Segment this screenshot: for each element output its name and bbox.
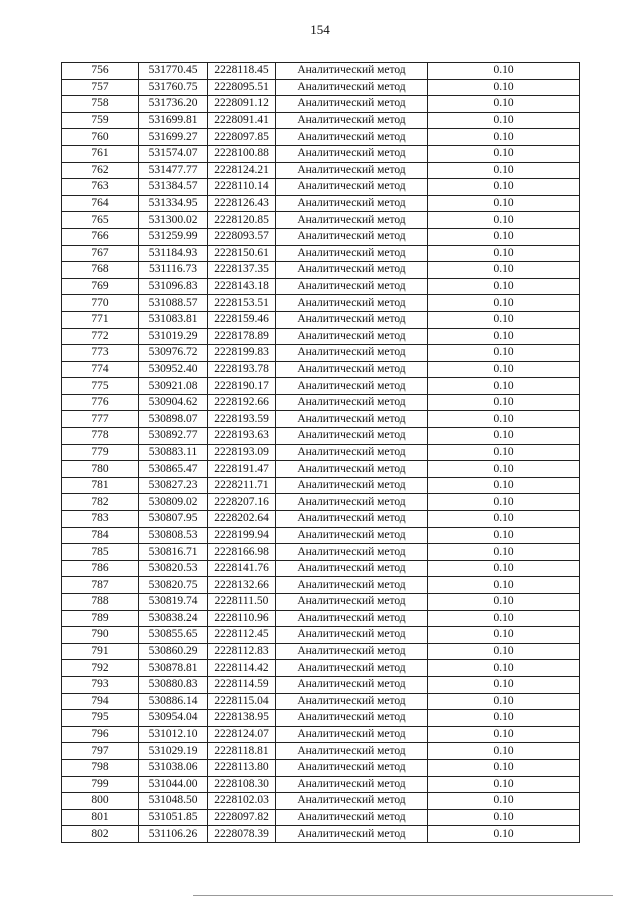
table-row	[62, 776, 580, 793]
method-cell: Аналитический метод	[276, 477, 428, 494]
x-coordinate-cell: 531184.93	[139, 245, 208, 262]
point-number-cell: 798	[62, 759, 139, 776]
x-coordinate-cell: 530954.04	[139, 710, 208, 727]
accuracy-cell: 0.10	[428, 411, 580, 428]
x-coordinate-cell: 530860.29	[139, 643, 208, 660]
accuracy-cell: 0.10	[428, 577, 580, 594]
point-number-cell: 771	[62, 311, 139, 328]
x-coordinate-cell: 531300.02	[139, 212, 208, 229]
x-coordinate-cell: 531760.75	[139, 79, 208, 96]
accuracy-cell: 0.10	[428, 660, 580, 677]
x-coordinate-cell: 531038.06	[139, 759, 208, 776]
accuracy-cell: 0.10	[428, 610, 580, 627]
table-row	[62, 112, 580, 129]
x-coordinate-cell: 530865.47	[139, 461, 208, 478]
y-coordinate-cell: 2228118.81	[208, 743, 276, 760]
x-coordinate-cell: 531088.57	[139, 295, 208, 312]
table-row	[62, 79, 580, 96]
table-row	[62, 411, 580, 428]
point-number-cell: 793	[62, 676, 139, 693]
point-number-cell: 777	[62, 411, 139, 428]
accuracy-cell: 0.10	[428, 676, 580, 693]
table-row	[62, 726, 580, 743]
x-coordinate-cell: 531029.19	[139, 743, 208, 760]
y-coordinate-cell: 2228095.51	[208, 79, 276, 96]
table-row	[62, 676, 580, 693]
point-number-cell: 782	[62, 494, 139, 511]
accuracy-cell: 0.10	[428, 809, 580, 826]
table-row	[62, 494, 580, 511]
y-coordinate-cell: 2228193.63	[208, 428, 276, 445]
table-row	[62, 444, 580, 461]
x-coordinate-cell: 531096.83	[139, 278, 208, 295]
method-cell: Аналитический метод	[276, 809, 428, 826]
table-row	[62, 461, 580, 478]
x-coordinate-cell: 531574.07	[139, 145, 208, 162]
x-coordinate-cell: 530904.62	[139, 394, 208, 411]
point-number-cell: 769	[62, 278, 139, 295]
x-coordinate-cell: 530898.07	[139, 411, 208, 428]
y-coordinate-cell: 2228202.64	[208, 511, 276, 528]
method-cell: Аналитический метод	[276, 212, 428, 229]
point-number-cell: 779	[62, 444, 139, 461]
table-row	[62, 228, 580, 245]
method-cell: Аналитический метод	[276, 361, 428, 378]
method-cell: Аналитический метод	[276, 428, 428, 445]
point-number-cell: 791	[62, 643, 139, 660]
y-coordinate-cell: 2228137.35	[208, 262, 276, 279]
x-coordinate-cell: 530820.75	[139, 577, 208, 594]
method-cell: Аналитический метод	[276, 527, 428, 544]
point-number-cell: 761	[62, 145, 139, 162]
table-row	[62, 212, 580, 229]
accuracy-cell: 0.10	[428, 129, 580, 146]
method-cell: Аналитический метод	[276, 660, 428, 677]
accuracy-cell: 0.10	[428, 278, 580, 295]
method-cell: Аналитический метод	[276, 610, 428, 627]
method-cell: Аналитический метод	[276, 228, 428, 245]
method-cell: Аналитический метод	[276, 560, 428, 577]
method-cell: Аналитический метод	[276, 776, 428, 793]
accuracy-cell: 0.10	[428, 627, 580, 644]
y-coordinate-cell: 2228132.66	[208, 577, 276, 594]
accuracy-cell: 0.10	[428, 228, 580, 245]
y-coordinate-cell: 2228199.83	[208, 345, 276, 362]
y-coordinate-cell: 2228113.80	[208, 759, 276, 776]
x-coordinate-cell: 531012.10	[139, 726, 208, 743]
accuracy-cell: 0.10	[428, 394, 580, 411]
table-row	[62, 378, 580, 395]
y-coordinate-cell: 2228141.76	[208, 560, 276, 577]
x-coordinate-cell: 530880.83	[139, 676, 208, 693]
point-number-cell: 756	[62, 63, 139, 80]
table-row	[62, 179, 580, 196]
y-coordinate-cell: 2228159.46	[208, 311, 276, 328]
x-coordinate-cell: 531051.85	[139, 809, 208, 826]
y-coordinate-cell: 2228190.17	[208, 378, 276, 395]
table-row	[62, 245, 580, 262]
x-coordinate-cell: 530808.53	[139, 527, 208, 544]
method-cell: Аналитический метод	[276, 262, 428, 279]
method-cell: Аналитический метод	[276, 793, 428, 810]
method-cell: Аналитический метод	[276, 444, 428, 461]
y-coordinate-cell: 2228178.89	[208, 328, 276, 345]
x-coordinate-cell: 531083.81	[139, 311, 208, 328]
accuracy-cell: 0.10	[428, 743, 580, 760]
accuracy-cell: 0.10	[428, 162, 580, 179]
x-coordinate-cell: 531736.20	[139, 96, 208, 113]
point-number-cell: 773	[62, 345, 139, 362]
table-row	[62, 428, 580, 445]
point-number-cell: 774	[62, 361, 139, 378]
accuracy-cell: 0.10	[428, 560, 580, 577]
x-coordinate-cell: 530820.53	[139, 560, 208, 577]
accuracy-cell: 0.10	[428, 461, 580, 478]
accuracy-cell: 0.10	[428, 793, 580, 810]
point-number-cell: 767	[62, 245, 139, 262]
x-coordinate-cell: 530855.65	[139, 627, 208, 644]
table-row	[62, 643, 580, 660]
y-coordinate-cell: 2228102.03	[208, 793, 276, 810]
table-row	[62, 129, 580, 146]
table-row	[62, 710, 580, 727]
method-cell: Аналитический метод	[276, 544, 428, 561]
point-number-cell: 783	[62, 511, 139, 528]
x-coordinate-cell: 530807.95	[139, 511, 208, 528]
table-row	[62, 627, 580, 644]
method-cell: Аналитический метод	[276, 162, 428, 179]
x-coordinate-cell: 531116.73	[139, 262, 208, 279]
point-number-cell: 757	[62, 79, 139, 96]
point-number-cell: 794	[62, 693, 139, 710]
accuracy-cell: 0.10	[428, 511, 580, 528]
point-number-cell: 762	[62, 162, 139, 179]
table-row	[62, 743, 580, 760]
x-coordinate-cell: 530838.24	[139, 610, 208, 627]
accuracy-cell: 0.10	[428, 179, 580, 196]
accuracy-cell: 0.10	[428, 295, 580, 312]
y-coordinate-cell: 2228115.04	[208, 693, 276, 710]
method-cell: Аналитический метод	[276, 63, 428, 80]
page-bottom-rule	[193, 895, 613, 896]
method-cell: Аналитический метод	[276, 96, 428, 113]
y-coordinate-cell: 2228111.50	[208, 594, 276, 611]
method-cell: Аналитический метод	[276, 743, 428, 760]
method-cell: Аналитический метод	[276, 594, 428, 611]
table-row	[62, 345, 580, 362]
coordinates-table-body	[62, 63, 580, 843]
y-coordinate-cell: 2228124.21	[208, 162, 276, 179]
x-coordinate-cell: 531699.27	[139, 129, 208, 146]
x-coordinate-cell: 531477.77	[139, 162, 208, 179]
method-cell: Аналитический метод	[276, 278, 428, 295]
x-coordinate-cell: 531770.45	[139, 63, 208, 80]
y-coordinate-cell: 2228118.45	[208, 63, 276, 80]
y-coordinate-cell: 2228110.14	[208, 179, 276, 196]
table-row	[62, 96, 580, 113]
x-coordinate-cell: 530892.77	[139, 428, 208, 445]
x-coordinate-cell: 530883.11	[139, 444, 208, 461]
accuracy-cell: 0.10	[428, 527, 580, 544]
point-number-cell: 759	[62, 112, 139, 129]
y-coordinate-cell: 2228078.39	[208, 826, 276, 843]
point-number-cell: 765	[62, 212, 139, 229]
point-number-cell: 784	[62, 527, 139, 544]
y-coordinate-cell: 2228207.16	[208, 494, 276, 511]
accuracy-cell: 0.10	[428, 145, 580, 162]
accuracy-cell: 0.10	[428, 361, 580, 378]
point-number-cell: 778	[62, 428, 139, 445]
point-number-cell: 768	[62, 262, 139, 279]
table-row	[62, 693, 580, 710]
table-row	[62, 477, 580, 494]
method-cell: Аналитический метод	[276, 112, 428, 129]
table-row	[62, 826, 580, 843]
method-cell: Аналитический метод	[276, 826, 428, 843]
point-number-cell: 770	[62, 295, 139, 312]
point-number-cell: 787	[62, 577, 139, 594]
x-coordinate-cell: 530819.74	[139, 594, 208, 611]
point-number-cell: 780	[62, 461, 139, 478]
coordinates-table	[61, 62, 580, 843]
table-row	[62, 262, 580, 279]
table-row	[62, 660, 580, 677]
table-row	[62, 195, 580, 212]
table-row	[62, 145, 580, 162]
accuracy-cell: 0.10	[428, 428, 580, 445]
point-number-cell: 772	[62, 328, 139, 345]
page-number: 154	[310, 22, 330, 37]
method-cell: Аналитический метод	[276, 577, 428, 594]
table-row	[62, 527, 580, 544]
method-cell: Аналитический метод	[276, 394, 428, 411]
y-coordinate-cell: 2228138.95	[208, 710, 276, 727]
accuracy-cell: 0.10	[428, 710, 580, 727]
method-cell: Аналитический метод	[276, 494, 428, 511]
table-row	[62, 162, 580, 179]
accuracy-cell: 0.10	[428, 759, 580, 776]
y-coordinate-cell: 2228124.07	[208, 726, 276, 743]
method-cell: Аналитический метод	[276, 328, 428, 345]
accuracy-cell: 0.10	[428, 494, 580, 511]
x-coordinate-cell: 531044.00	[139, 776, 208, 793]
method-cell: Аналитический метод	[276, 693, 428, 710]
point-number-cell: 795	[62, 710, 139, 727]
point-number-cell: 790	[62, 627, 139, 644]
y-coordinate-cell: 2228108.30	[208, 776, 276, 793]
y-coordinate-cell: 2228112.45	[208, 627, 276, 644]
accuracy-cell: 0.10	[428, 544, 580, 561]
table-row	[62, 311, 580, 328]
y-coordinate-cell: 2228191.47	[208, 461, 276, 478]
method-cell: Аналитический метод	[276, 461, 428, 478]
method-cell: Аналитический метод	[276, 759, 428, 776]
method-cell: Аналитический метод	[276, 411, 428, 428]
table-row	[62, 511, 580, 528]
table-row	[62, 328, 580, 345]
x-coordinate-cell: 531384.57	[139, 179, 208, 196]
x-coordinate-cell: 531106.26	[139, 826, 208, 843]
method-cell: Аналитический метод	[276, 627, 428, 644]
x-coordinate-cell: 531699.81	[139, 112, 208, 129]
table-row	[62, 544, 580, 561]
accuracy-cell: 0.10	[428, 195, 580, 212]
accuracy-cell: 0.10	[428, 345, 580, 362]
x-coordinate-cell: 530886.14	[139, 693, 208, 710]
accuracy-cell: 0.10	[428, 693, 580, 710]
accuracy-cell: 0.10	[428, 79, 580, 96]
method-cell: Аналитический метод	[276, 129, 428, 146]
accuracy-cell: 0.10	[428, 311, 580, 328]
point-number-cell: 763	[62, 179, 139, 196]
method-cell: Аналитический метод	[276, 245, 428, 262]
method-cell: Аналитический метод	[276, 511, 428, 528]
x-coordinate-cell: 530921.08	[139, 378, 208, 395]
point-number-cell: 789	[62, 610, 139, 627]
point-number-cell: 785	[62, 544, 139, 561]
table-row	[62, 577, 580, 594]
accuracy-cell: 0.10	[428, 63, 580, 80]
accuracy-cell: 0.10	[428, 212, 580, 229]
point-number-cell: 781	[62, 477, 139, 494]
x-coordinate-cell: 530976.72	[139, 345, 208, 362]
table-row	[62, 793, 580, 810]
y-coordinate-cell: 2228199.94	[208, 527, 276, 544]
y-coordinate-cell: 2228091.12	[208, 96, 276, 113]
table-row	[62, 63, 580, 80]
accuracy-cell: 0.10	[428, 245, 580, 262]
accuracy-cell: 0.10	[428, 378, 580, 395]
x-coordinate-cell: 531334.95	[139, 195, 208, 212]
accuracy-cell: 0.10	[428, 477, 580, 494]
method-cell: Аналитический метод	[276, 311, 428, 328]
point-number-cell: 766	[62, 228, 139, 245]
table-row	[62, 594, 580, 611]
method-cell: Аналитический метод	[276, 643, 428, 660]
table-row	[62, 610, 580, 627]
accuracy-cell: 0.10	[428, 328, 580, 345]
point-number-cell: 800	[62, 793, 139, 810]
accuracy-cell: 0.10	[428, 643, 580, 660]
table-row	[62, 809, 580, 826]
accuracy-cell: 0.10	[428, 594, 580, 611]
y-coordinate-cell: 2228120.85	[208, 212, 276, 229]
y-coordinate-cell: 2228192.66	[208, 394, 276, 411]
y-coordinate-cell: 2228110.96	[208, 610, 276, 627]
y-coordinate-cell: 2228193.59	[208, 411, 276, 428]
method-cell: Аналитический метод	[276, 145, 428, 162]
point-number-cell: 796	[62, 726, 139, 743]
point-number-cell: 776	[62, 394, 139, 411]
table-row	[62, 278, 580, 295]
x-coordinate-cell: 531019.29	[139, 328, 208, 345]
y-coordinate-cell: 2228100.88	[208, 145, 276, 162]
x-coordinate-cell: 531048.50	[139, 793, 208, 810]
method-cell: Аналитический метод	[276, 295, 428, 312]
method-cell: Аналитический метод	[276, 179, 428, 196]
accuracy-cell: 0.10	[428, 112, 580, 129]
point-number-cell: 797	[62, 743, 139, 760]
y-coordinate-cell: 2228112.83	[208, 643, 276, 660]
accuracy-cell: 0.10	[428, 726, 580, 743]
accuracy-cell: 0.10	[428, 776, 580, 793]
table-row	[62, 361, 580, 378]
y-coordinate-cell: 2228091.41	[208, 112, 276, 129]
x-coordinate-cell: 530827.23	[139, 477, 208, 494]
y-coordinate-cell: 2228150.61	[208, 245, 276, 262]
method-cell: Аналитический метод	[276, 726, 428, 743]
point-number-cell: 758	[62, 96, 139, 113]
y-coordinate-cell: 2228097.82	[208, 809, 276, 826]
table-row	[62, 394, 580, 411]
x-coordinate-cell: 530878.81	[139, 660, 208, 677]
x-coordinate-cell: 531259.99	[139, 228, 208, 245]
y-coordinate-cell: 2228166.98	[208, 544, 276, 561]
accuracy-cell: 0.10	[428, 96, 580, 113]
point-number-cell: 801	[62, 809, 139, 826]
point-number-cell: 775	[62, 378, 139, 395]
method-cell: Аналитический метод	[276, 676, 428, 693]
method-cell: Аналитический метод	[276, 79, 428, 96]
y-coordinate-cell: 2228143.18	[208, 278, 276, 295]
y-coordinate-cell: 2228097.85	[208, 129, 276, 146]
table-row	[62, 759, 580, 776]
method-cell: Аналитический метод	[276, 345, 428, 362]
y-coordinate-cell: 2228114.42	[208, 660, 276, 677]
table-row	[62, 295, 580, 312]
point-number-cell: 792	[62, 660, 139, 677]
method-cell: Аналитический метод	[276, 195, 428, 212]
point-number-cell: 788	[62, 594, 139, 611]
point-number-cell: 799	[62, 776, 139, 793]
accuracy-cell: 0.10	[428, 826, 580, 843]
accuracy-cell: 0.10	[428, 262, 580, 279]
point-number-cell: 764	[62, 195, 139, 212]
point-number-cell: 802	[62, 826, 139, 843]
y-coordinate-cell: 2228114.59	[208, 676, 276, 693]
table-row	[62, 560, 580, 577]
point-number-cell: 760	[62, 129, 139, 146]
method-cell: Аналитический метод	[276, 710, 428, 727]
x-coordinate-cell: 530952.40	[139, 361, 208, 378]
x-coordinate-cell: 530809.02	[139, 494, 208, 511]
y-coordinate-cell: 2228211.71	[208, 477, 276, 494]
y-coordinate-cell: 2228193.78	[208, 361, 276, 378]
method-cell: Аналитический метод	[276, 378, 428, 395]
y-coordinate-cell: 2228126.43	[208, 195, 276, 212]
accuracy-cell: 0.10	[428, 444, 580, 461]
y-coordinate-cell: 2228093.57	[208, 228, 276, 245]
point-number-cell: 786	[62, 560, 139, 577]
y-coordinate-cell: 2228193.09	[208, 444, 276, 461]
y-coordinate-cell: 2228153.51	[208, 295, 276, 312]
x-coordinate-cell: 530816.71	[139, 544, 208, 561]
